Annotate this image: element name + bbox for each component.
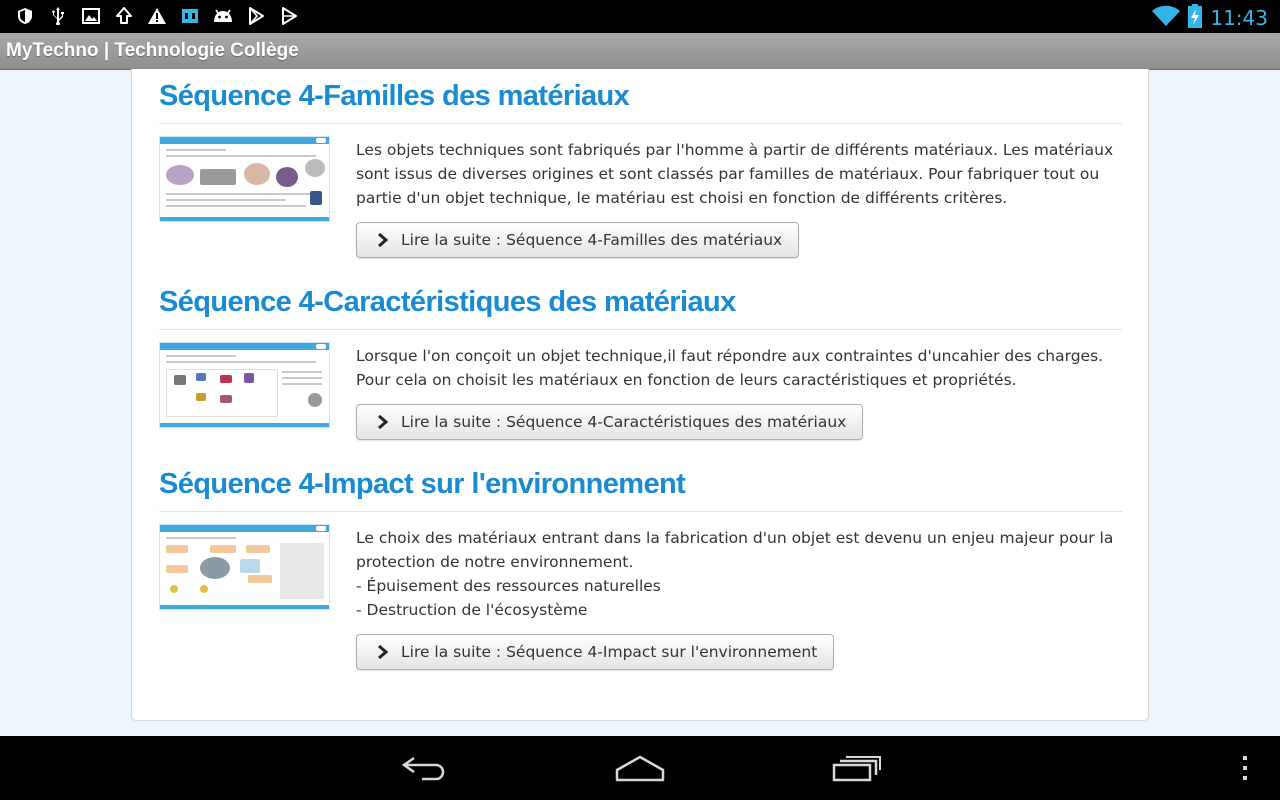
- battery-icon: [1188, 4, 1202, 32]
- chevron-right-icon: [377, 415, 389, 429]
- navigation-bar: [0, 736, 1280, 800]
- overflow-menu-button[interactable]: [1210, 750, 1280, 786]
- play-store-icon: [245, 6, 267, 26]
- recent-apps-icon: [832, 754, 882, 782]
- article-bullet: - Destruction de l'écosystème: [356, 601, 588, 619]
- article-impact-environnement: [159, 457, 1122, 661]
- app-action-bar: [0, 33, 1280, 70]
- warning-icon: [146, 6, 168, 26]
- article-title[interactable]: Séquence 4-Impact sur l'environnement: [159, 457, 1122, 512]
- article-caracteristiques: [159, 275, 1122, 431]
- upload-icon: [113, 6, 135, 26]
- usb-icon: [47, 6, 69, 26]
- article-paragraph: Le choix des matériaux entrant dans la fabrication d'un objet est devenu un enjeu majeur pour la protection de notre environnement.: [356, 529, 1114, 571]
- read-more-button[interactable]: [356, 222, 799, 258]
- article-text: [356, 138, 1116, 210]
- read-more-button[interactable]: [356, 634, 834, 670]
- notification-icons: [14, 6, 300, 26]
- article-familles: [159, 69, 1122, 249]
- clock: 11:43: [1210, 6, 1268, 30]
- image-icon: [80, 6, 102, 26]
- shield-icon: [14, 6, 36, 26]
- menu-icon: [1241, 755, 1249, 781]
- read-more-button[interactable]: [356, 404, 863, 440]
- home-button[interactable]: [605, 750, 675, 786]
- chevron-right-icon: [377, 645, 389, 659]
- wifi-icon: [1152, 5, 1180, 31]
- article-text: [356, 526, 1116, 622]
- read-more-label: Lire la suite : Séquence 4-Caractéristiques des matériaux: [401, 413, 847, 431]
- home-icon: [615, 754, 665, 782]
- article-thumbnail[interactable]: [159, 342, 330, 428]
- article-text: [356, 344, 1116, 392]
- status-bar: [0, 0, 1280, 33]
- play-icon: [278, 6, 300, 26]
- app-title: MyTechno | Technologie Collège: [6, 40, 299, 61]
- read-more-label: Lire la suite : Séquence 4-Impact sur l'environnement: [401, 643, 818, 661]
- article-title[interactable]: Séquence 4-Caractéristiques des matériaux: [159, 275, 1122, 330]
- read-more-label: Lire la suite : Séquence 4-Familles des matériaux: [401, 231, 783, 249]
- recent-apps-button[interactable]: [822, 750, 892, 786]
- back-button[interactable]: [389, 750, 459, 786]
- back-icon: [400, 754, 448, 782]
- article-thumbnail[interactable]: [159, 524, 330, 610]
- article-bullet: - Épuisement des ressources naturelles: [356, 577, 661, 595]
- android-icon: [212, 6, 234, 26]
- article-title[interactable]: Séquence 4-Familles des matériaux: [159, 69, 1122, 124]
- article-paragraph: Lorsque l'on conçoit un objet technique,il faut répondre aux contraintes d'uncahier des charges. Pour cela on choisit les matériaux en fonction de leurs caractéristiques et propriétés.: [356, 347, 1104, 389]
- chevron-right-icon: [377, 233, 389, 247]
- content-panel: [131, 69, 1149, 721]
- keyboard-icon: [179, 6, 201, 26]
- article-thumbnail[interactable]: [159, 136, 330, 222]
- article-paragraph: Les objets techniques sont fabriqués par l'homme à partir de différents matériaux. Les matériaux sont issus de diverses origines et sont classés par familles de matériaux. Pour fabriquer tout ou partie d'un objet technique, le matériau est choisi en fonction de différents critères.: [356, 141, 1114, 207]
- system-indicators: [1152, 4, 1268, 32]
